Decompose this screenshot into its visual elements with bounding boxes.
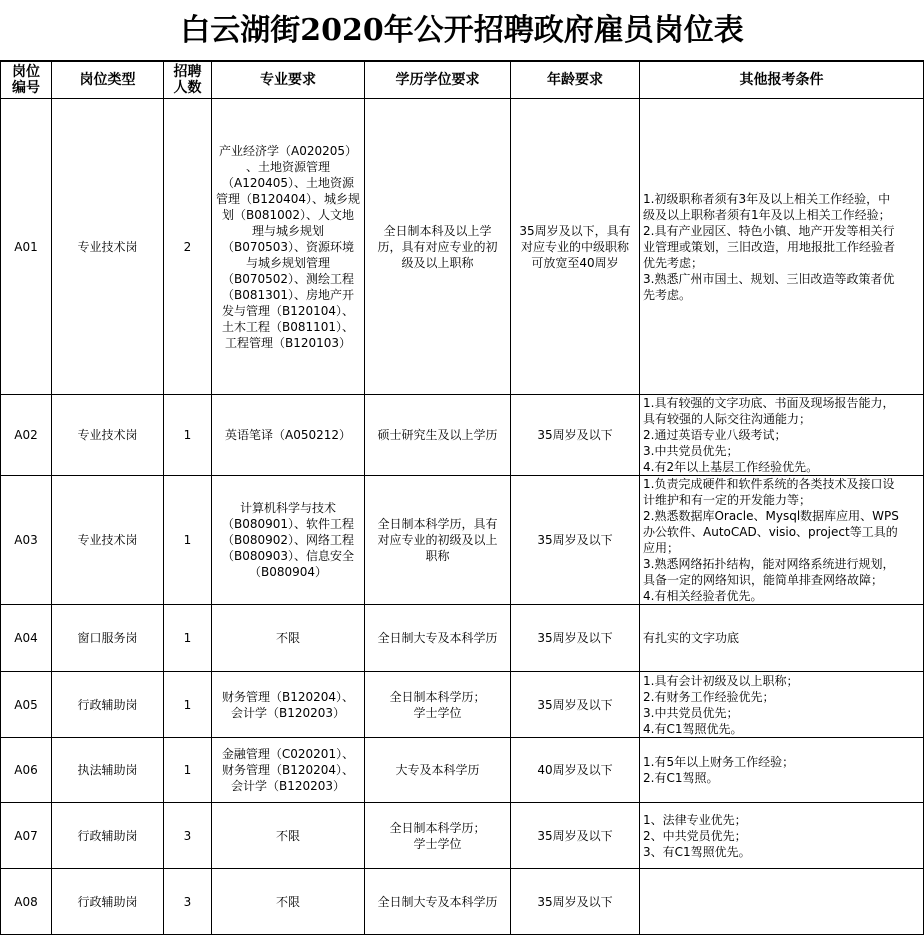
cell-other: 1、法律专业优先； 2、中共党员优先； 3、有C1驾照优先。 [640,803,924,869]
header-count: 招聘 人数 [164,62,212,99]
cell-other: 1.具有较强的文字功底、书面及现场报告能力， 具有较强的人际交往沟通能力； 2.通过英语专业八级考试； 3.中共党员优先； 4.有2年以上基层工作经验优先。 [640,395,924,476]
cell-major: 计算机科学与技术 （B080901）、软件工程 （B080902）、网络工程 （B080903）、信息安全 （B080904） [212,476,365,605]
cell-count: 1 [164,476,212,605]
cell-major: 英语笔译（A050212） [212,395,365,476]
header-age: 年龄要求 [511,62,640,99]
cell-other [640,869,924,935]
cell-major: 产业经济学（A020205） 、土地资源管理 （A120405）、土地资源 管理（B120404）、城乡规 划（B081002）、人文地 理与城乡规划 （B070503）、资源环境 与城乡规划管理 （B070502）、测绘工程 （B081301）、房地产开 发与管理（B120104）、 土木工程（B081101）、 工程管理（B120103） [212,99,365,395]
table-row [1,803,924,869]
cell-other: 1.具有会计初级及以上职称； 2.有财务工作经验优先； 3.中共党员优先； 4.有C1驾照优先。 [640,672,924,738]
cell-type: 行政辅助岗 [52,803,164,869]
cell-code: A02 [1,395,52,476]
header-education: 学历学位要求 [365,62,511,99]
cell-type: 专业技术岗 [52,99,164,395]
cell-count: 1 [164,672,212,738]
cell-education: 全日制本科学历； 学士学位 [365,672,511,738]
cell-code: A06 [1,738,52,803]
cell-code: A05 [1,672,52,738]
cell-age: 35周岁及以下 [511,476,640,605]
recruitment-table [0,61,924,935]
cell-code: A01 [1,99,52,395]
cell-major: 金融管理（C020201）、 财务管理（B120204）、 会计学（B120203） [212,738,365,803]
cell-education: 硕士研究生及以上学历 [365,395,511,476]
cell-code: A03 [1,476,52,605]
cell-type: 专业技术岗 [52,395,164,476]
cell-major: 不限 [212,605,365,672]
header-type: 岗位类型 [52,62,164,99]
cell-age: 35周岁及以下 [511,605,640,672]
header-row [1,62,924,99]
table-row [1,869,924,935]
header-code: 岗位 编号 [1,62,52,99]
cell-age: 35周岁及以下 [511,803,640,869]
table-row [1,476,924,605]
cell-count: 1 [164,605,212,672]
table-row [1,395,924,476]
cell-education: 全日制本科及以上学 历，具有对应专业的初 级及以上职称 [365,99,511,395]
cell-age: 35周岁及以下，具有 对应专业的中级职称 可放宽至40周岁 [511,99,640,395]
cell-other: 1.负责完成硬件和软件系统的各类技术及接口设 计维护和有一定的开发能力等； 2.熟悉数据库Oracle、Mysql数据库应用、WPS 办公软件、AutoCAD、visio、project等工具的 应用； 3.熟悉网络拓扑结构，能对网络系统进行规划， 具备一定的网络知识，能简单排查网络故障； 4.有相关经验者优先。 [640,476,924,605]
cell-age: 35周岁及以下 [511,869,640,935]
header-other: 其他报考条件 [640,62,924,99]
cell-count: 2 [164,99,212,395]
cell-other: 1.初级职称者须有3年及以上相关工作经验，中 级及以上职称者须有1年及以上相关工作经验； 2.具有产业园区、特色小镇、地产开发等相关行 业管理或策划，三旧改造，用地报批工作经验者 优先考虑； 3.熟悉广州市国土、规划、三旧改造等政策者优 先考虑。 [640,99,924,395]
cell-code: A07 [1,803,52,869]
cell-type: 窗口服务岗 [52,605,164,672]
cell-count: 3 [164,803,212,869]
cell-count: 3 [164,869,212,935]
table-row [1,738,924,803]
cell-other: 有扎实的文字功底 [640,605,924,672]
cell-education: 全日制大专及本科学历 [365,869,511,935]
cell-major: 财务管理（B120204）、 会计学（B120203） [212,672,365,738]
cell-count: 1 [164,395,212,476]
table-row [1,99,924,395]
cell-other: 1.有5年以上财务工作经验； 2.有C1驾照。 [640,738,924,803]
cell-education: 全日制本科学历，具有 对应专业的初级及以上 职称 [365,476,511,605]
cell-code: A08 [1,869,52,935]
cell-education: 全日制本科学历； 学士学位 [365,803,511,869]
cell-education: 全日制大专及本科学历 [365,605,511,672]
header-major: 专业要求 [212,62,365,99]
cell-type: 行政辅助岗 [52,869,164,935]
cell-age: 35周岁及以下 [511,672,640,738]
cell-count: 1 [164,738,212,803]
cell-type: 行政辅助岗 [52,672,164,738]
cell-age: 40周岁及以下 [511,738,640,803]
table-row [1,672,924,738]
page-title: 白云湖街2020年公开招聘政府雇员岗位表 [0,0,924,61]
cell-type: 专业技术岗 [52,476,164,605]
cell-major: 不限 [212,803,365,869]
table-row [1,605,924,672]
cell-major: 不限 [212,869,365,935]
cell-age: 35周岁及以下 [511,395,640,476]
cell-code: A04 [1,605,52,672]
cell-type: 执法辅助岗 [52,738,164,803]
cell-education: 大专及本科学历 [365,738,511,803]
